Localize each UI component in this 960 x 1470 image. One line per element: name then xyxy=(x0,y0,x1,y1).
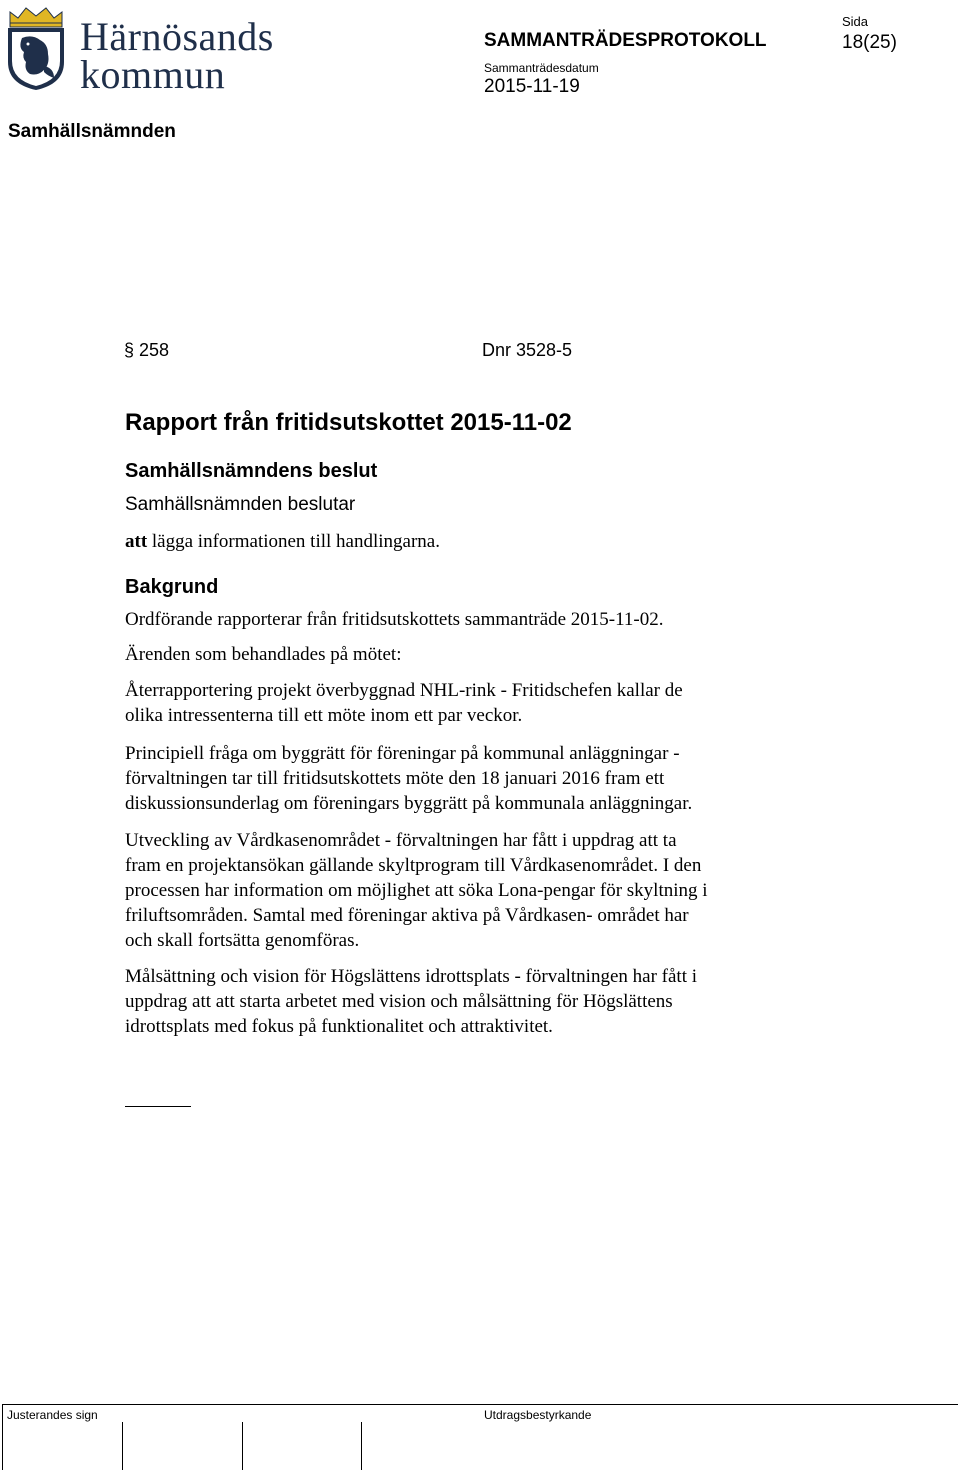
coat-of-arms-logo xyxy=(4,4,68,92)
paragraph-2 xyxy=(125,741,815,816)
committee-name: Samhällsnämnden xyxy=(8,121,176,142)
sign-label: Justerandes sign xyxy=(7,1408,98,1422)
signature-box-divider xyxy=(361,1422,362,1470)
decision-body: lägga informationen till handlingarna. xyxy=(147,531,440,552)
background-line-2: Ärenden som behandlades på mötet: xyxy=(125,644,402,665)
protocol-title: SAMMANTRÄDESPROTOKOLL xyxy=(484,30,767,51)
paragraph-line: Principiell fråga om byggrätt för föreningar på kommunal anläggningar - xyxy=(125,743,680,764)
paragraph-4 xyxy=(125,964,815,1039)
paragraph-line: diskussionsunderlag om föreningars byggrätt på kommunala anläggningar. xyxy=(125,793,693,814)
paragraph-3 xyxy=(125,828,815,953)
footer-rule xyxy=(2,1404,958,1405)
page-number: 18(25) xyxy=(842,32,897,53)
background-heading: Bakgrund xyxy=(125,576,219,598)
footer-border-left xyxy=(2,1404,3,1470)
paragraph-line: Återrapportering projekt överbyggnad NHL-rink - Fritidschefen kallar de xyxy=(125,680,683,701)
paragraph-line: fram en projektansökan gällande skyltprogram till Vårdkasenområdet. I den xyxy=(125,855,702,876)
section-number xyxy=(124,340,169,361)
paragraph-1 xyxy=(125,678,815,728)
paragraph-line: Utveckling av Vårdkasenområdet - förvaltningen har fått i uppdrag att ta xyxy=(125,830,677,851)
decision-text xyxy=(125,529,440,554)
paragraph-line: förvaltningen tar till fritidsutskottets möte den 18 januari 2016 fram ett xyxy=(125,768,665,789)
paragraph-line: olika intressenterna till ett möte inom ett par veckor. xyxy=(125,705,523,726)
item-title: Rapport från fritidsutskottet 2015-11-02 xyxy=(125,409,572,436)
meeting-date: 2015-11-19 xyxy=(484,76,580,97)
signature-box-divider xyxy=(122,1422,123,1470)
paragraph-line: friluftsområden. Samtal med föreningar aktiva på Vårdkasen- området har xyxy=(125,905,689,926)
diary-number: Dnr 3528-5 xyxy=(482,340,573,360)
signature-box-divider xyxy=(242,1422,243,1470)
decision-heading: Samhällsnämndens beslut xyxy=(125,460,378,482)
att-word: att xyxy=(125,531,148,552)
decision-intro: Samhällsnämnden beslutar xyxy=(125,494,356,515)
page-label: Sida xyxy=(842,14,869,29)
paragraph-line: processen har information om möjlighet att söka Lona-pengar för skyltning i xyxy=(125,880,708,901)
municipality-line-2: kommun xyxy=(80,52,226,97)
section-symbol: § xyxy=(124,340,135,360)
municipality-line-1: Härnösands xyxy=(80,14,274,59)
end-of-section-line xyxy=(125,1106,191,1107)
background-line-1: Ordförande rapporterar från fritidsutskottets sammanträde 2015-11-02. xyxy=(125,609,664,630)
paragraph-line: uppdrag att att starta arbetet med vision och målsättning för Högslättens xyxy=(125,991,673,1012)
paragraph-line: idrottsplats med fokus på funktionalitet och attraktivitet. xyxy=(125,1016,553,1037)
signature-footer xyxy=(0,1404,960,1470)
paragraph-line: och skall fortsätta genomföras. xyxy=(125,930,360,951)
meeting-date-label: Sammanträdesdatum xyxy=(484,61,599,75)
extract-label: Utdragsbestyrkande xyxy=(484,1408,592,1422)
municipality-name xyxy=(80,14,274,97)
section-number-value: 258 xyxy=(139,340,170,360)
paragraph-line: Målsättning och vision för Högslättens idrottsplats - förvaltningen har fått i xyxy=(125,966,698,987)
